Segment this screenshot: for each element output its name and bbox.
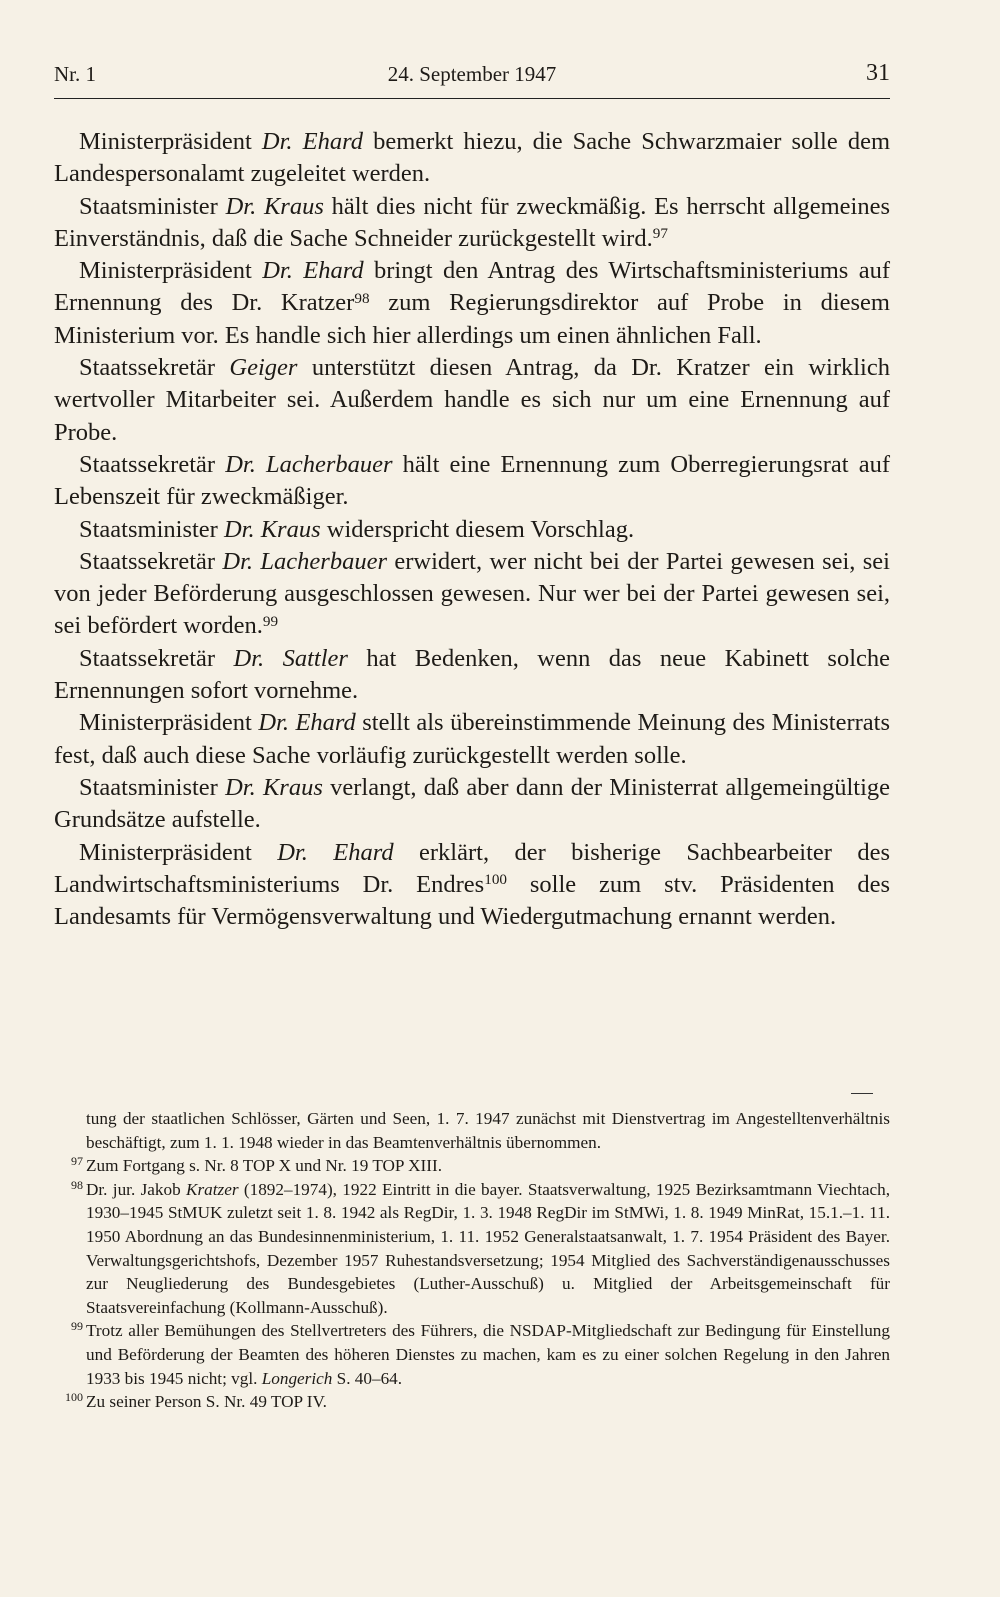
speaker-degree: Dr. <box>262 257 304 285</box>
footnote-separator <box>851 1093 873 1094</box>
paragraph-text: unterstützt diesen Antrag, da Dr. Kratzer ein wirklich wertvoller Mitarbeiter sei. Außerdem handle es sich nur um eine Ernennung auf Probe. <box>54 354 890 446</box>
footnote-97 <box>70 1154 890 1178</box>
speaker-title: Ministerpräsident <box>79 128 262 155</box>
header-date: 24. September 1947 <box>387 62 557 86</box>
footnote-marker: 100 <box>64 1390 83 1405</box>
speaker-name: Ehard <box>295 709 356 737</box>
footnote-text: S. 40–64. <box>332 1368 403 1388</box>
footnote-marker: 99 <box>70 1319 83 1334</box>
speaker-title: Ministerpräsident <box>79 257 263 285</box>
speaker-degree: Dr. <box>223 515 261 543</box>
speaker-name: Kraus <box>260 515 321 543</box>
speaker-title: Staatsminister <box>79 515 224 543</box>
footnote-100 <box>64 1390 890 1414</box>
page-number: 31 <box>866 60 890 86</box>
speaker-title: Ministerpräsident <box>79 709 259 737</box>
speaker-degree: Dr. <box>233 644 283 672</box>
paragraph <box>54 546 890 643</box>
main-text <box>54 126 890 933</box>
document-number: Nr. 1 <box>54 62 96 86</box>
speaker-title: Staatsminister <box>79 192 226 220</box>
speaker-name: Ehard <box>333 838 394 866</box>
speaker-degree: Dr. <box>261 128 303 155</box>
footnotes <box>64 1107 890 1414</box>
speaker-degree: Dr. <box>258 709 296 737</box>
speaker-name: Sattler <box>282 644 348 672</box>
paragraph <box>54 352 890 449</box>
footnote-text: Dr. jur. Jakob <box>86 1179 187 1199</box>
speaker-name: Lacherbauer <box>265 450 393 478</box>
speaker-name: Lacherbauer <box>260 547 387 575</box>
paragraph <box>54 707 890 772</box>
paragraph <box>54 191 890 256</box>
speaker-name: Kraus <box>263 192 324 220</box>
footnote-name: Kratzer <box>186 1179 239 1199</box>
footnote-continuation <box>86 1107 890 1154</box>
paragraph-text: hält eine Ernennung zum Oberregierungsrat auf Lebenszeit für zweckmäßiger. <box>54 450 890 511</box>
speaker-title: Staatssekretär <box>79 644 234 672</box>
footnote-text: Zum Fortgang s. Nr. 8 TOP X und Nr. 19 TOP XIII. <box>86 1156 443 1176</box>
speaker-degree: Dr. <box>277 838 334 866</box>
speaker-title: Staatsminister <box>79 773 226 801</box>
speaker-degree: Dr. <box>225 450 266 478</box>
footnote-marker: 98 <box>70 1177 83 1192</box>
speaker-name: Ehard <box>303 257 364 285</box>
speaker-title: Staatssekretär <box>79 547 223 575</box>
paragraph-text: zum Regierungsdirektor auf Probe in diesem Ministerium vor. Es handle sich hier allerdings um einen ähnlichen Fall. <box>54 289 890 349</box>
paragraph <box>54 837 890 934</box>
speaker-name: Kraus <box>262 773 323 801</box>
footnote-text: (1892–1974), 1922 Eintritt in die bayer. Staatsverwaltung, 1925 Bezirksamtmann Viechtach, 1930–1945 StMUK zuletzt seit 1. 8. 1942 als RegDir, 1. 3. 1948 RegDir im StMWi, 1. 8. 1949 MinRat, 15.1.–1. 11. 1950 Abordnung an das Bundesinnenministerium, 1. 11. 1952 Generalstaatsanwalt, 1. 7. 1954 Präsident des Bayer. Verwaltungsgerichtshofs, Dezember 1957 Ruhestandsversetzung; 1954 Mitglied des Sachverständigenausschusses zur Neugliederung des Bundesgebietes (Luther-Ausschuß) u. Mitglied der Arbeitsgemeinschaft für Staatsvereinfachung (Kollmann-Ausschuß). <box>86 1179 890 1317</box>
paragraph <box>54 255 890 352</box>
paragraph <box>54 772 890 837</box>
footnote-ref-97[interactable]: 97 <box>652 225 668 243</box>
paragraph-text: erwidert, wer nicht bei der Partei gewesen sei, sei von jeder Beförderung ausgeschlossen gewesen. Nur wer bei der Partei gewesen sei, sei befördert worden. <box>54 547 890 640</box>
paragraph <box>54 449 890 514</box>
paragraph-text: verlangt, daß aber dann der Ministerrat allgemeingültige Grundsätze aufstelle. <box>54 773 890 834</box>
paragraph-text: hat Bedenken, wenn das neue Kabinett solche Ernennungen sofort vornehme. <box>54 644 890 705</box>
paragraph <box>54 514 890 546</box>
footnote-marker: 97 <box>70 1154 83 1169</box>
speaker-degree: Dr. <box>222 547 261 575</box>
paragraph <box>54 643 890 708</box>
footnote-citation: Longerich <box>261 1368 333 1388</box>
paragraph-text: widerspricht diesem Vorschlag. <box>320 515 635 543</box>
speaker-degree: Dr. <box>225 192 264 220</box>
running-header <box>54 60 890 99</box>
paragraph-text: bemerkt hiezu, die Sache Schwarzmaier solle dem Landespersonalamt zugeleitet werden. <box>54 128 890 188</box>
speaker-title: Staatssekretär <box>79 354 230 382</box>
paragraph-text: stellt als übereinstimmende Meinung des Ministerrats fest, daß auch diese Sache vorläufig zurückgestellt werden solle. <box>54 709 890 769</box>
speaker-name: Ehard <box>302 128 363 155</box>
footnote-ref-100[interactable]: 100 <box>484 871 507 889</box>
footnote-text: Zu seiner Person S. Nr. 49 TOP IV. <box>86 1392 327 1412</box>
paragraph-text: erklärt, der bisherige Sachbearbeiter des Landwirtschaftsministeriums Dr. Endres <box>54 838 890 898</box>
speaker-title: Ministerpräsident <box>79 838 278 866</box>
paragraph <box>54 126 890 191</box>
paragraph-text: bringt den Antrag des Wirtschaftsministeriums auf Ernennung des Dr. Kratzer <box>54 257 891 317</box>
paragraph-text: solle zum stv. Präsidenten des Landesamts für Vermögensverwaltung und Wiedergutmachung ernannt werden. <box>54 870 890 931</box>
speaker-title: Staatssekretär <box>79 450 226 478</box>
paragraph-text: hält dies nicht für zweckmäßig. Es herrscht allgemeines Einverständnis, daß die Sache Schneider zurückgestellt wird. <box>54 192 890 252</box>
speaker-name: Geiger <box>229 354 298 382</box>
footnote-98 <box>70 1177 890 1320</box>
footnote-text: tung der staatlichen Schlösser, Gärten und Seen, 1. 7. 1947 zunächst mit Dienstvertrag im Angestelltenverhältnis beschäftigt, zum 1. 1. 1948 wieder in das Beamtenverhältnis übernommen. <box>86 1109 890 1152</box>
footnote-99 <box>70 1319 890 1390</box>
footnote-text: Trotz aller Bemühungen des Stellvertreters des Führers, die NSDAP-Mitgliedschaft zur Bedingung für Einstellung und Beförderung der Beamten des höheren Dienstes zu machen, kam es zu einer solchen Regelung in den Jahren 1933 bis 1945 nicht; vgl. <box>86 1321 890 1388</box>
speaker-degree: Dr. <box>225 773 263 801</box>
footnote-ref-98[interactable]: 98 <box>354 289 370 307</box>
footnote-ref-99[interactable]: 99 <box>262 612 279 630</box>
